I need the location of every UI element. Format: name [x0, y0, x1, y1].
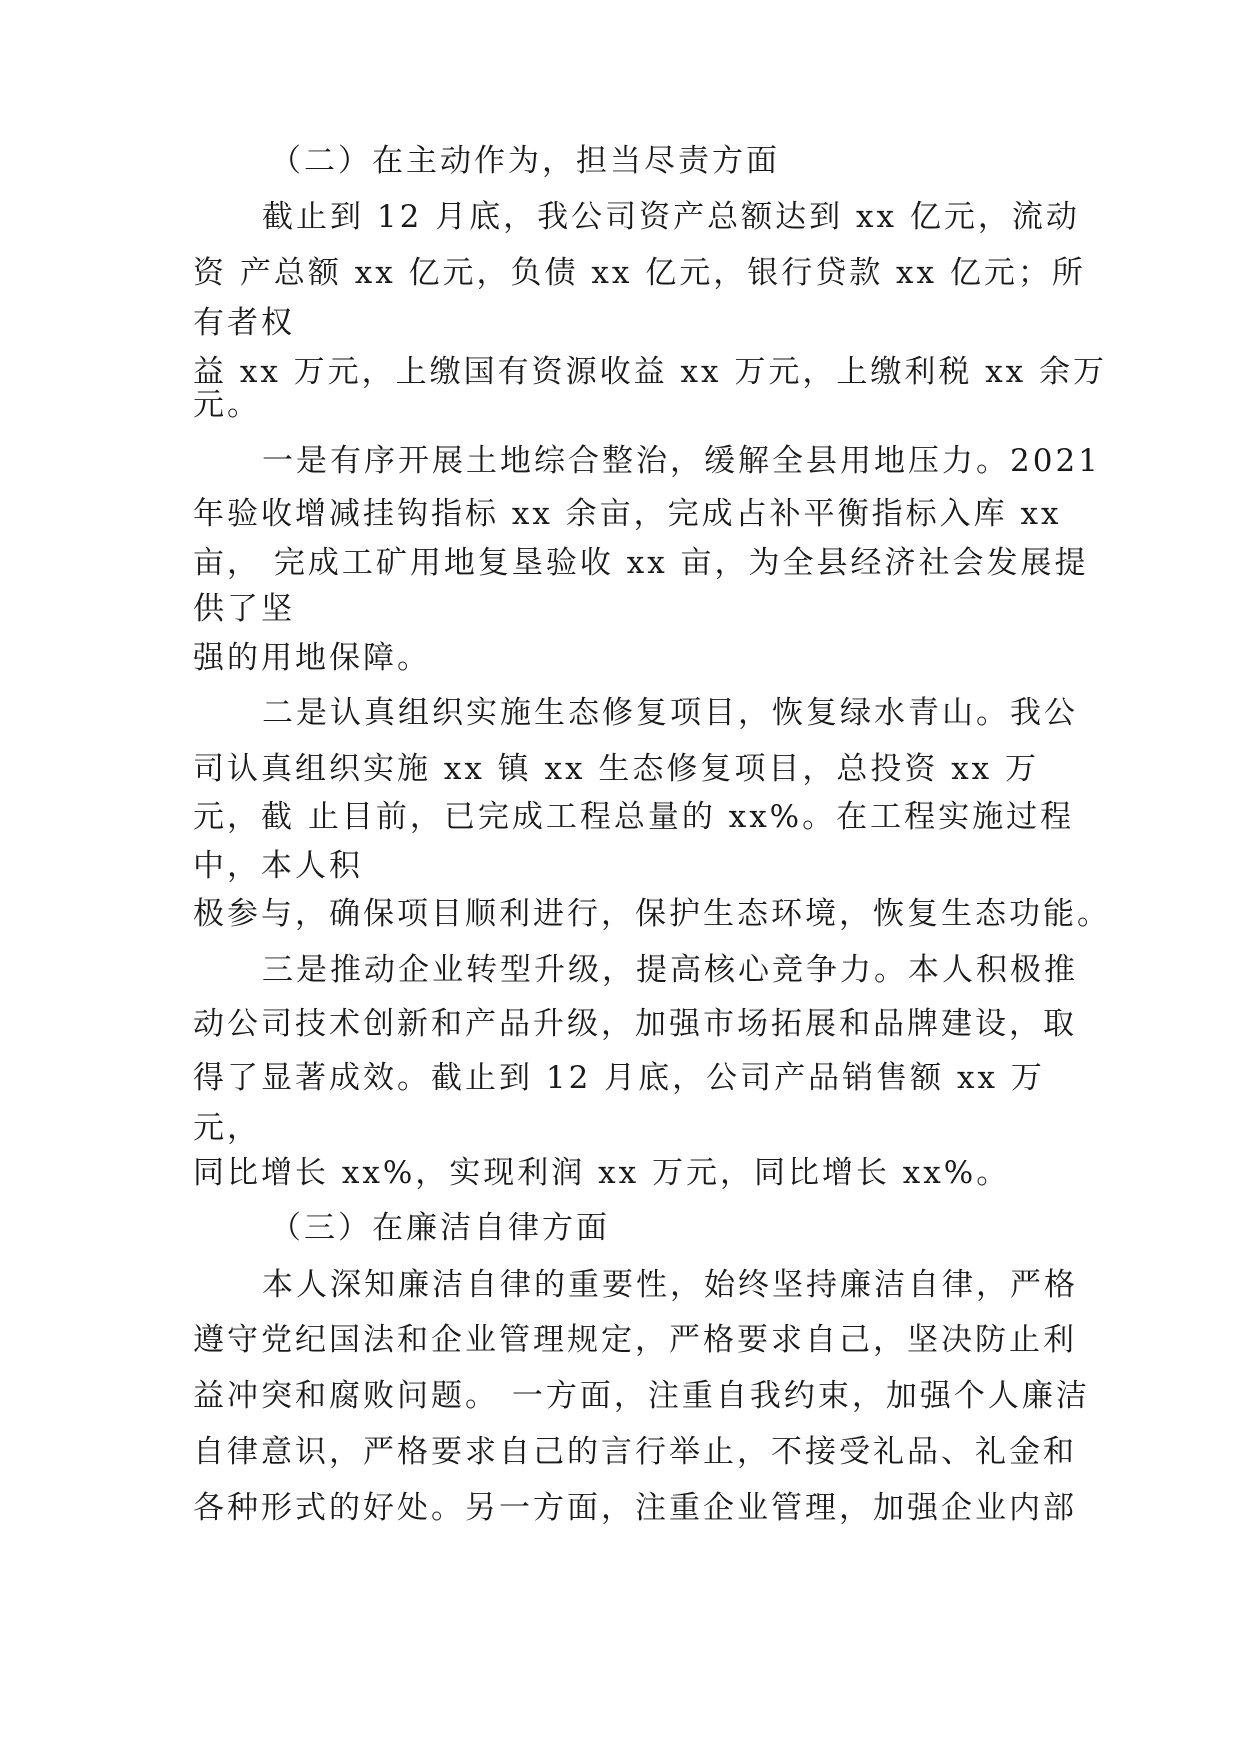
paragraph-line: 益冲突和腐败问题。 一方面，注重自我约束，加强个人廉洁: [193, 1378, 1090, 1414]
paragraph-line: 自律意识，严格要求自己的言行举止，不接受礼品、礼金和: [193, 1434, 1077, 1470]
paragraph-line: 同比增长 xx%，实现利润 xx 万元，同比增长 xx%。: [193, 1155, 1011, 1191]
section-heading-2: （二）在主动作为，担当尽责方面: [270, 143, 780, 179]
paragraph-line: 二是认真组织实施生态修复项目，恢复绿水青山。我公: [262, 695, 1078, 731]
paragraph-line: 资 产总额 xx 亿元，负债 xx 亿元，银行贷款 xx 亿元；所: [193, 255, 1086, 291]
paragraph-line: 元，: [193, 1110, 261, 1146]
paragraph-line: 截止到 12 月底，我公司资产总额达到 xx 亿元，流动: [262, 199, 1080, 235]
paragraph-line: 遵守党纪国法和企业管理规定，严格要求自己，坚决防止利: [193, 1322, 1077, 1358]
paragraph-line: 司认真组织实施 xx 镇 xx 生态修复项目，总投资 xx 万: [193, 751, 1040, 787]
paragraph-line: 亩， 完成工矿用地复垦验收 xx 亩，为全县经济社会发展提: [193, 545, 1089, 581]
paragraph-line: 年验收增减挂钩指标 xx 余亩，完成占补平衡指标入库 xx: [193, 496, 1062, 532]
section-heading-3: （三）在廉洁自律方面: [270, 1210, 610, 1246]
paragraph-line: 强的用地保障。: [193, 640, 431, 676]
paragraph-line: 一是有序开展土地综合整治，缓解全县用地压力。2021: [262, 443, 1101, 479]
paragraph-line: 有者权: [193, 305, 295, 341]
paragraph-line: 动公司技术创新和产品升级，加强市场拓展和品牌建设，取: [193, 1006, 1077, 1042]
paragraph-line: 各种形式的好处。另一方面，注重企业管理，加强企业内部: [193, 1490, 1077, 1526]
paragraph-line: 极参与，确保项目顺利进行，保护生态环境，恢复生态功能。: [193, 896, 1111, 932]
paragraph-line: 中，本人积: [193, 848, 363, 884]
paragraph-line: 益 xx 万元，上缴国有资源收益 xx 万元，上缴利税 xx 余万: [193, 354, 1108, 390]
paragraph-line: 得了显著成效。截止到 12 月底，公司产品销售额 xx 万: [193, 1060, 1045, 1096]
paragraph-line: 元，截 止目前，已完成工程总量的 xx%。在工程实施过程: [193, 799, 1075, 835]
paragraph-line: 供了坚: [193, 591, 295, 627]
paragraph-line: 本人深知廉洁自律的重要性，始终坚持廉洁自律，严格: [262, 1267, 1078, 1303]
paragraph-line: 三是推动企业转型升级，提高核心竞争力。本人积极推: [262, 952, 1078, 988]
paragraph-line: 元。: [193, 387, 261, 423]
